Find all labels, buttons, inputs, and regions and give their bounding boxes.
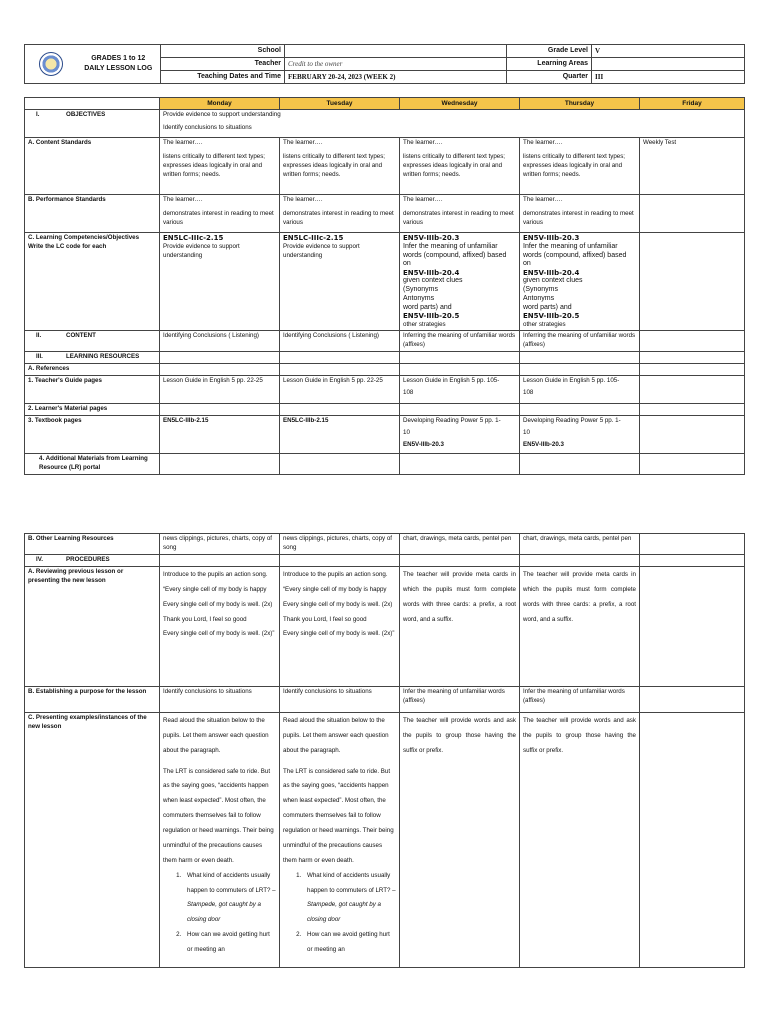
day-monday: Monday (160, 98, 280, 110)
examples-wed: The teacher will provide words and ask the pupils to group those having the suffix or prefix. (400, 712, 520, 967)
teachers-guide-label: 1. Teacher's Guide pages (25, 376, 160, 404)
perf-standards-fri (640, 195, 745, 233)
other-res-tue: news clippings, pictures, charts, copy of song (280, 534, 400, 555)
school-label: School (161, 45, 285, 58)
school-value (285, 45, 507, 58)
day-thursday: Thursday (520, 98, 640, 110)
log-title-cell (77, 45, 161, 84)
content-label: II. CONTENT (25, 331, 160, 352)
purpose-tue: Identify conclusions to situations (280, 686, 400, 712)
purpose-thu: Infer the meaning of unfamiliar words (affixes) (520, 686, 640, 712)
competency-mon: EN5LC-IIIc-2.15 Provide evidence to support understanding (160, 233, 280, 331)
deped-seal-icon (39, 52, 63, 76)
learning-resources-label: III. LEARNING RESOURCES (25, 352, 160, 364)
content-standards-label: A. Content Standards (25, 138, 160, 195)
other-res-thu: chart, drawings, meta cards, pentel pen (520, 534, 640, 555)
grade-level-label: Grade Level (507, 45, 592, 58)
perf-standards-wed: The learner…. demonstrates interest in reading to meet various (400, 195, 520, 233)
weekly-test: Weekly Test (640, 138, 745, 195)
content-thu: Inferring the meaning of unfamiliar words (affixes) (520, 331, 640, 352)
day-wednesday: Wednesday (400, 98, 520, 110)
additional-materials-label: 4. Additional Materials from Learning Resource (LR) portal (25, 454, 160, 475)
review-tue: Introduce to the pupils an action song. “Every single cell of my body is happy Every single cell of my body is well. (2x) Thank you Lord, I feel so good Every single cell of my body is well. (2x)” (280, 566, 400, 686)
competency-wed: EN5V-IIIb-20.3 Infer the meaning of unfamiliar words (compound, affixed) based on EN5V-IIIb-20.4 given context clues (Synonyms Antonyms word parts) and EN5V-IIIb-20.5 other strategies (400, 233, 520, 331)
examples-label: C. Presenting examples/instances of the new lesson (25, 712, 160, 967)
examples-mon: Read aloud the situation below to the pupils. Let them answer each question about the paragraph. The LRT is considered safe to ride. But as the saying goes, “accidents happen when least expected”. Most often, the commuters themselves fail to follow regulation or heed warnings. Their being unmindful of the precautions causes them harm or even death. 1. What kind of accidents usually happen to commuters of LRT? – Stampede, got caught by a closing door 2. How can we avoid getting hurt or meeting an (160, 712, 280, 967)
purpose-mon: Identify conclusions to situations (160, 686, 280, 712)
content-tue: Identifying Conclusions ( Listening) (280, 331, 400, 352)
examples-tue: Read aloud the situation below to the pupils. Let them answer each question about the paragraph. The LRT is considered safe to ride. But as the saying goes, “accidents happen when least expected”. Most often, the commuters themselves fail to follow regulation or heed warnings. Their being unmindful of the precautions causes them harm or even death. 1. What kind of accidents usually happen to commuters of LRT? – Stampede, got caught by a closing door 2. How can we avoid getting hurt or meeting an (280, 712, 400, 967)
tg-tue: Lesson Guide in English 5 pp. 22-25 (280, 376, 400, 404)
content-standards-wed: The learner…. listens critically to different text types; expresses ideas logically in oral and written forms; needs. (400, 138, 520, 195)
learning-areas-value (592, 58, 745, 71)
tg-wed: Lesson Guide in English 5 pp. 105- 108 (400, 376, 520, 404)
teacher-label: Teacher (161, 58, 285, 71)
review-wed: The teacher will provide meta cards in which the pupils must form complete words with three cards: a prefix, a root word, and a suffix. (400, 566, 520, 686)
day-tuesday: Tuesday (280, 98, 400, 110)
purpose-wed: Infer the meaning of unfamiliar words (affixes) (400, 686, 520, 712)
quarter-label: Quarter (507, 71, 592, 84)
review-thu: The teacher will provide meta cards in which the pupils must form complete words with three cards: a prefix, a root word, and a suffix. (520, 566, 640, 686)
perf-standards-tue: The learner…. demonstrates interest in reading to meet various (280, 195, 400, 233)
performance-standards-label: B. Performance Standards (25, 195, 160, 233)
content-mon: Identifying Conclusions ( Listening) (160, 331, 280, 352)
content-standards-thu: The learner…. listens critically to different text types; expresses ideas logically in oral and written forms; needs. (520, 138, 640, 195)
competency-thu: EN5V-IIIb-20.3 Infer the meaning of unfamiliar words (compound, affixed) based on EN5V-IIIb-20.4 given context clues (Synonyms Antonyms word parts) and EN5V-IIIb-20.5 other strategies (520, 233, 640, 331)
examples-thu: The teacher will provide words and ask the pupils to group those having the suffix or prefix. (520, 712, 640, 967)
textbook-label: 3. Textbook pages (25, 416, 160, 454)
day-friday: Friday (640, 98, 745, 110)
corner-cell (25, 98, 160, 110)
review-label: A. Reviewing previous lesson or presenting the new lesson (25, 566, 160, 686)
quarter-value: III (592, 71, 745, 84)
perf-standards-thu: The learner…. demonstrates interest in reading to meet various (520, 195, 640, 233)
content-wed: Inferring the meaning of unfamiliar words (affixes) (400, 331, 520, 352)
objectives-text: Provide evidence to support understanding Identify conclusions to situations (160, 110, 745, 138)
competency-tue: EN5LC-IIIc-2.15 Provide evidence to support understanding (280, 233, 400, 331)
purpose-label: B. Establishing a purpose for the lesson (25, 686, 160, 712)
grade-range: GRADES 1 to 12 (91, 55, 146, 63)
dates-label: Teaching Dates and Time (161, 71, 285, 84)
textbook-tue: EN5LC-IIIb-2.15 (280, 416, 400, 454)
textbook-wed: Developing Reading Power 5 pp. 1- 10 EN5V-IIIb-20.3 (400, 416, 520, 454)
perf-standards-mon: The learner…. demonstrates interest in reading to meet various (160, 195, 280, 233)
grade-level-value: V (592, 45, 745, 58)
lesson-log-table-bottom (24, 533, 745, 968)
review-mon: Introduce to the pupils an action song. “Every single cell of my body is happy Every single cell of my body is well. (2x) Thank you Lord, I feel so good Every single cell of my body is well. (2x)” (160, 566, 280, 686)
textbook-thu: Developing Reading Power 5 pp. 1- 10 EN5V-IIIb-20.3 (520, 416, 640, 454)
learners-material-label: 2. Learner's Material pages (25, 404, 160, 416)
log-title: DAILY LESSON LOG (84, 65, 153, 73)
other-resources-label: B. Other Learning Resources (25, 534, 160, 555)
content-fri (640, 331, 745, 352)
tg-thu: Lesson Guide in English 5 pp. 105- 108 (520, 376, 640, 404)
objectives-label: I. OBJECTIVES (25, 110, 160, 138)
other-res-mon: news clippings, pictures, charts, copy of song (160, 534, 280, 555)
references-label: A. References (25, 364, 160, 376)
content-standards-mon: The learner…. listens critically to different text types; expresses ideas logically in oral and written forms; needs. (160, 138, 280, 195)
header-table (24, 44, 745, 84)
other-res-wed: chart, drawings, meta cards, pentel pen (400, 534, 520, 555)
learning-areas-label: Learning Areas (507, 58, 592, 71)
procedures-label: IV. PROCEDURES (25, 554, 160, 566)
tg-mon: Lesson Guide in English 5 pp. 22-25 (160, 376, 280, 404)
teacher-value: Credit to the owner (285, 58, 507, 71)
lesson-log-table-top (24, 97, 745, 475)
dates-value: FEBRUARY 20-24, 2023 (WEEK 2) (285, 71, 507, 84)
deped-seal-cell (25, 45, 77, 84)
textbook-mon: EN5LC-IIIb-2.15 (160, 416, 280, 454)
competency-fri (640, 233, 745, 331)
competencies-label: C. Learning Competencies/Objectives Write the LC code for each (25, 233, 160, 331)
content-standards-tue: The learner…. listens critically to different text types; expresses ideas logically in oral and written forms; needs. (280, 138, 400, 195)
